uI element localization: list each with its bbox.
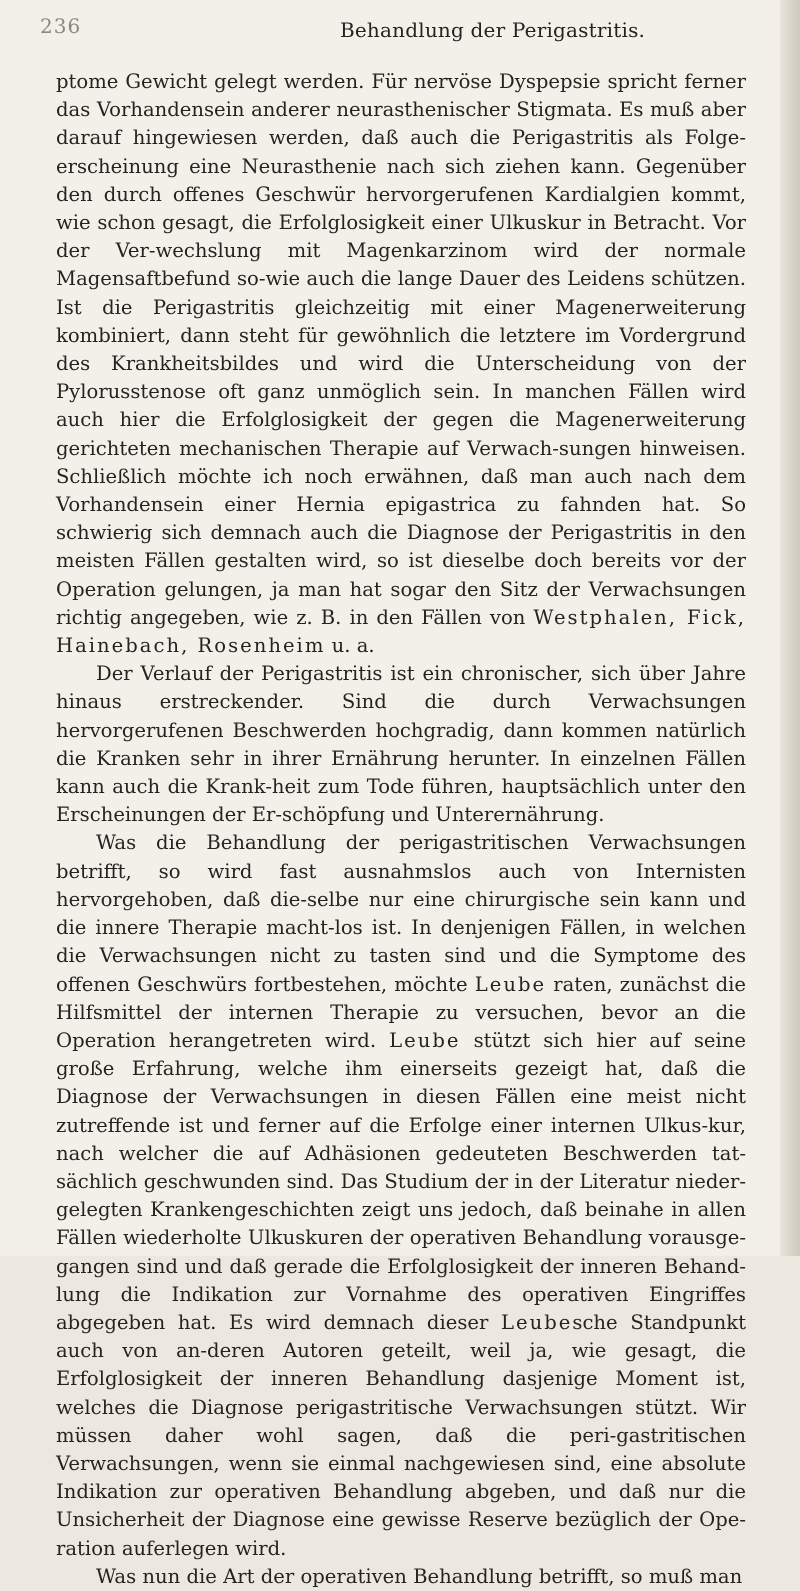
paragraph-diagnosis-continued: ptome Gewicht gelegt werden. Für nervöse Dyspepsie spricht ferner das Vorhandensein anderer neurasthenischer Stigmata. Es muß aber darauf hingewiesen werden, daß auch die Perigastritis als Folge-erscheinung eine Neurasthenie nach sich ziehen kann. Gegenüber den durch offenes Geschwür hervorgerufenen Kardialgien kommt, wie schon gesagt, die Erfolglosigkeit einer Ulkuskur in Betracht. Vor der Ver-wechslung mit Magenkarzinom wird der normale Magensaftbefund so-wie auch die lange Dauer des Leidens schützen. Ist die Perigastritis gleichzeitig mit einer Magenerweiterung kombiniert, dann steht für gewöhnlich die letztere im Vordergrund des Krankheitsbildes und wird die Unterscheidung von der Pylorusstenose oft ganz unmöglich sein. In manchen Fällen wird auch hier die Erfolglosigkeit der gegen die Magenerweiterung gerichteten mechanischen Therapie auf Verwach-sungen hinweisen. Schließlich möchte ich noch erwähnen, daß man auch nach dem Vorhandensein einer Hernia epigastrica zu fahnden hat. So schwierig sich demnach auch die Diagnose der Perigastritis in den meisten Fällen gestalten wird, so ist dieselbe doch bereits vor der Operation gelungen, ja man hat sogar den Sitz der Verwachsungen richtig angegeben, wie z. B. in den Fällen von Westphalen, Fick, Hainebach, Rosenheim u. a. xyxy=(56,70,746,658)
body-text xyxy=(56,68,746,1591)
page-header xyxy=(40,10,740,46)
page-number: 236 xyxy=(40,14,82,38)
paragraph-course: Der Verlauf der Perigastritis ist ein chronischer, sich über Jahre hinaus erstreckender. Sind die durch Verwachsungen hervorgerufenen Beschwerden hochgradig, dann kommen natürlich die Kranken sehr in ihrer Ernährung herunter. In einzelnen Fällen kann auch die Krank-heit zum Tode führen, hauptsächlich unter den Erscheinungen der Er-schöpfung und Unterernährung. xyxy=(56,662,746,827)
page-edge xyxy=(780,0,800,1256)
paragraph-operative-treatment: Was nun die Art der operativen Behandlung betrifft, so muß man xyxy=(96,1564,743,1588)
cited-authors: Westphalen, Fick, Hainebach, Rosenheim xyxy=(56,605,746,658)
author-leube: Leube xyxy=(389,1028,461,1052)
paragraph-treatment: Was die Behandlung der perigastritischen Verwachsungen betrifft, so wird fast ausnahmslos auch von Internisten hervorgehoben, daß die-selbe nur eine chirurgische sein kann und die innere Therapie macht-los ist. In denjenigen Fällen, in welchen die Verwachsungen nicht zu tasten sind und die Symptome des offenen Geschwürs fortbestehen, möchte Leube raten, zunächst die Hilfsmittel der internen Therapie zu versuchen, bevor an die Operation herangetreten wird. Leube stützt sich hier auf seine große Erfahrung, welche ihm einerseits gezeigt hat, daß die Diagnose der Verwachsungen in diesen Fällen eine meist nicht zutreffende ist und ferner auf die Erfolge einer internen Ulkus-kur, nach welcher die auf Adhäsionen gedeuteten Beschwerden tat-sächlich geschwunden sind. Das Studium der in der Literatur nieder-gelegten Krankengeschichten zeigt uns jedoch, daß beinahe in allen Fällen wiederholte Ulkuskuren der operativen Behandlung vorausge-gangen sind und daß gerade die Erfolglosigkeit der inneren Behand-lung die Indikation zur Vornahme des operativen Eingriffes abgegeben hat. Es wird demnach dieser Leubesche Standpunkt auch von an-deren Autoren geteilt, weil ja, wie gesagt, die Erfolglosigkeit der inneren Behandlung dasjenige Moment ist, welches die Diagnose perigastritische Verwachsungen stützt. Wir müssen daher wohl sagen, daß die peri-gastritischen Verwachsungen, wenn sie einmal nachgewiesen sind, eine absolute Indikation zur operativen Behandlung abgeben, und daß nur die Unsicherheit der Diagnose eine gewisse Reserve bezüglich der Ope-ration auferlegen wird. xyxy=(56,831,746,1560)
author-leube: Leube xyxy=(474,972,547,996)
author-leube: Leube xyxy=(501,1310,573,1334)
running-title: Behandlung der Perigastritis. xyxy=(340,18,646,42)
